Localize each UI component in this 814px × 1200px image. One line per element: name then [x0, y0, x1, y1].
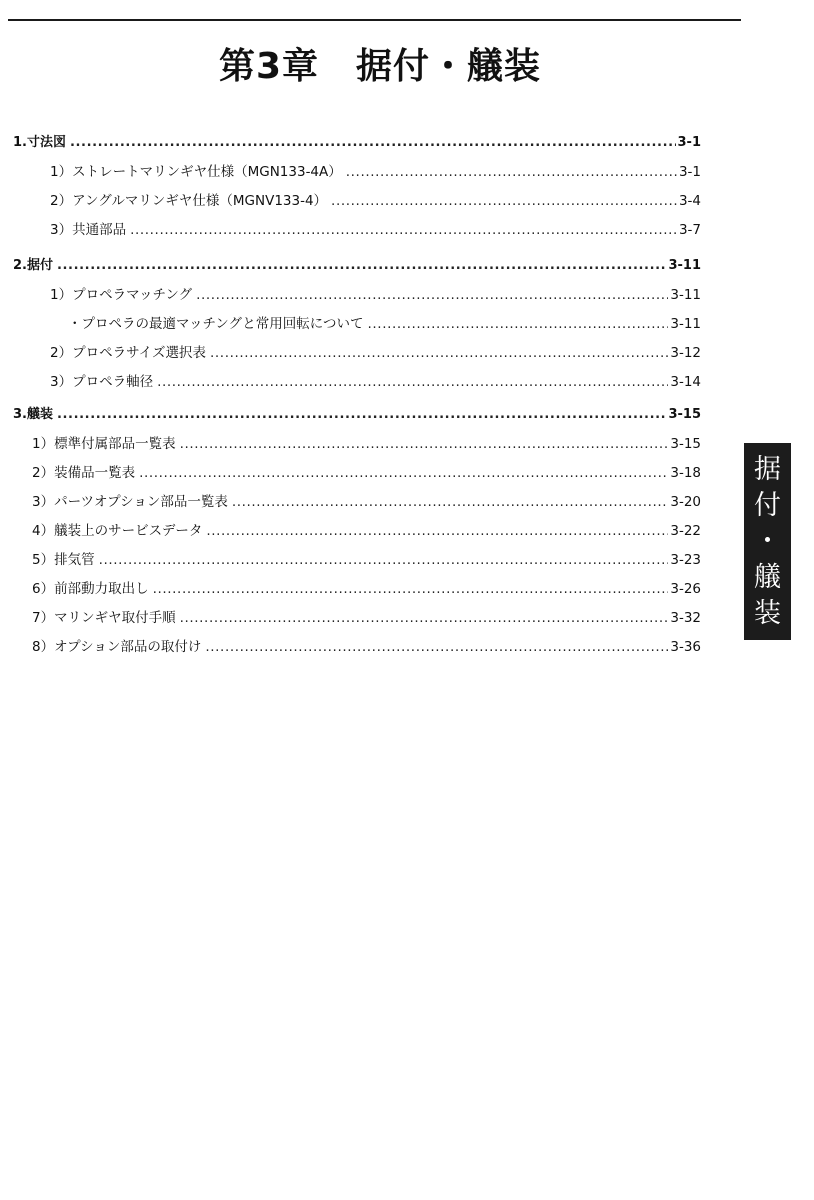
side-tab-char: 据	[754, 454, 781, 485]
toc-label: 1.寸法図	[13, 135, 66, 150]
toc-page: 3-11	[670, 287, 701, 303]
toc-entry[interactable]	[50, 341, 701, 363]
toc-leader	[210, 345, 668, 361]
toc-label: 4）艤装上のサービスデータ	[32, 523, 203, 539]
toc-page: 3-22	[670, 523, 701, 539]
side-tab-char: ・	[754, 526, 781, 557]
toc-page: 3-32	[670, 610, 701, 626]
toc-leader	[57, 407, 666, 422]
toc-entry[interactable]	[32, 461, 701, 483]
toc-page: 3-14	[670, 374, 701, 390]
toc-page: 3-4	[678, 193, 701, 209]
toc-leader	[232, 494, 669, 510]
toc-leader	[130, 222, 677, 238]
toc-entry-section-3[interactable]	[13, 403, 701, 425]
toc-page: 3-11	[668, 258, 701, 273]
toc-label: 3.艤装	[13, 407, 53, 422]
toc-leader	[196, 287, 668, 303]
chapter-title: 第3章 据付・艤装	[218, 46, 542, 87]
toc-page: 3-7	[678, 222, 701, 238]
toc-entry[interactable]	[32, 577, 701, 599]
toc-label: 1）ストレートマリンギヤ仕様（MGN133-4A）	[50, 164, 342, 180]
toc-label: 1）標準付属部品一覧表	[32, 436, 176, 452]
toc-leader	[206, 523, 668, 539]
toc-page: 3-1	[677, 135, 701, 150]
side-tab-char: 装	[754, 598, 781, 629]
toc-entry[interactable]	[32, 519, 701, 541]
toc-entry[interactable]	[50, 218, 701, 240]
toc-leader	[70, 135, 676, 150]
toc-page: 3-26	[670, 581, 701, 597]
toc-entry[interactable]	[32, 490, 701, 512]
toc-leader	[331, 193, 677, 209]
toc-leader	[99, 552, 669, 568]
toc-leader	[139, 465, 668, 481]
toc-page: 3-12	[670, 345, 701, 361]
toc-page: 3-18	[670, 465, 701, 481]
toc-entry[interactable]	[32, 548, 701, 570]
toc-leader	[180, 436, 669, 452]
toc-label: 8）オプション部品の取付け	[32, 639, 202, 655]
toc-entry[interactable]	[68, 312, 701, 334]
toc-entry[interactable]	[50, 189, 701, 211]
toc-leader	[368, 316, 669, 332]
toc-page: 3-36	[670, 639, 701, 655]
toc-leader	[153, 581, 669, 597]
toc-entry[interactable]	[50, 283, 701, 305]
toc-label: 7）マリンギヤ取付手順	[32, 610, 176, 626]
toc-label: 3）共通部品	[50, 222, 127, 238]
toc-label: ・プロペラの最適マッチングと常用回転について	[68, 316, 364, 332]
toc-page: 3-15	[668, 407, 701, 422]
toc-label: 2）プロペラサイズ選択表	[50, 345, 207, 361]
toc-entry[interactable]	[50, 160, 701, 182]
toc-label: 2.据付	[13, 258, 53, 273]
toc-page: 3-1	[678, 164, 701, 180]
toc-page: 3-15	[670, 436, 701, 452]
toc-leader	[57, 258, 666, 273]
toc-label: 3）プロペラ軸径	[50, 374, 154, 390]
toc-label: 3）パーツオプション部品一覧表	[32, 494, 228, 510]
toc-label: 2）装備品一覧表	[32, 465, 136, 481]
toc-entry[interactable]	[50, 370, 701, 392]
toc-leader	[180, 610, 669, 626]
toc-entry-section-1[interactable]	[13, 131, 701, 153]
toc-page: 3-11	[670, 316, 701, 332]
toc-label: 6）前部動力取出し	[32, 581, 149, 597]
toc-entry[interactable]	[32, 432, 701, 454]
toc-entry-section-2[interactable]	[13, 254, 701, 276]
side-tab-char: 付	[754, 490, 781, 521]
toc-label: 2）アングルマリンギヤ仕様（MGNV133-4）	[50, 193, 328, 209]
toc-leader	[346, 164, 677, 180]
toc-entry[interactable]	[32, 635, 701, 657]
toc-leader	[205, 639, 668, 655]
toc-label: 5）排気管	[32, 552, 95, 568]
side-tab-char: 艤	[754, 562, 781, 593]
chapter-side-tab	[744, 443, 791, 640]
toc-entry[interactable]	[32, 606, 701, 628]
toc-label: 1）プロペラマッチング	[50, 287, 193, 303]
toc-page: 3-23	[670, 552, 701, 568]
toc-leader	[157, 374, 668, 390]
toc-page: 3-20	[670, 494, 701, 510]
